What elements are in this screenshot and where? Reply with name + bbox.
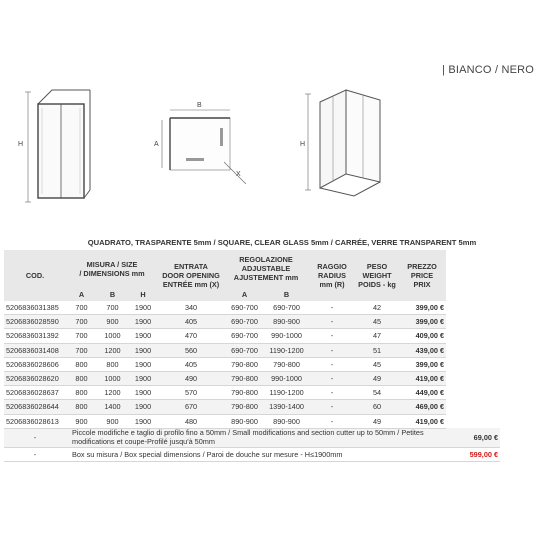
- cell-reg-b: 890-900: [265, 414, 308, 428]
- cell-peso: 47: [356, 329, 398, 343]
- cell-cod: 5206836028620: [4, 371, 66, 385]
- cell-reg-a: 690-700: [224, 315, 265, 329]
- cell-reg-a: 690-700: [224, 343, 265, 357]
- cell-raggio: -: [308, 301, 356, 315]
- header-entrata: ENTRATA DOOR OPENING ENTRÉE mm (X): [158, 250, 224, 301]
- cell-reg-b: 790-800: [265, 357, 308, 371]
- cell-raggio: -: [308, 329, 356, 343]
- cell-a: 800: [66, 371, 97, 385]
- front-height-label: H: [18, 141, 24, 148]
- cell-reg-a: 790-800: [224, 400, 265, 414]
- cell-raggio: -: [308, 400, 356, 414]
- cell-h: 1900: [128, 357, 158, 371]
- cell-entrata: 480: [158, 414, 224, 428]
- cell-price: 419,00 €: [398, 414, 446, 428]
- price-table-section: [4, 236, 500, 462]
- cell-cod: 5206836028644: [4, 400, 66, 414]
- header-regolazione: REGOLAZIONE ADJUSTABLE AJUSTEMENT mm: [224, 250, 308, 287]
- cell-h: 1900: [128, 343, 158, 357]
- cell-cod: 5206836031385: [4, 301, 66, 315]
- price-table: [4, 250, 500, 462]
- cell-price: 399,00 €: [398, 315, 446, 329]
- cell-peso: 60: [356, 400, 398, 414]
- cell-raggio: -: [308, 371, 356, 385]
- cell-price: 399,00 €: [398, 357, 446, 371]
- cell-reg-a: 890-900: [224, 414, 265, 428]
- cell-peso: 42: [356, 301, 398, 315]
- cell-reg-b: 890-900: [265, 315, 308, 329]
- cell-b: 1200: [97, 343, 128, 357]
- cell-raggio: -: [308, 343, 356, 357]
- cell-entrata: 490: [158, 371, 224, 385]
- header-misura: MISURA / SIZE / DIMENSIONS mm: [66, 250, 158, 287]
- cell-h: 1900: [128, 400, 158, 414]
- cell-h: 1900: [128, 386, 158, 400]
- table-row: [4, 301, 500, 315]
- custom-box-price: 599,00 €: [446, 447, 500, 461]
- cell-entrata: 405: [158, 357, 224, 371]
- table-row: [4, 315, 500, 329]
- custom-box-row: [4, 447, 500, 461]
- cell-a: 800: [66, 400, 97, 414]
- modifications-description: Piccole modifiche e taglio di profilo fino a 50mm / Small modifications and section cutter up to 50mm / Petites modifications et coupe-Profilé jusqu'à 50mm: [66, 428, 446, 447]
- table-row: [4, 371, 500, 385]
- cell-b: 1400: [97, 400, 128, 414]
- cell-h: 1900: [128, 301, 158, 315]
- cell-b: 1000: [97, 329, 128, 343]
- front-view-diagram: [14, 72, 94, 208]
- cell-a: 800: [66, 386, 97, 400]
- table-row: [4, 343, 500, 357]
- cell-b: 1200: [97, 386, 128, 400]
- cell-entrata: 570: [158, 386, 224, 400]
- cell-price: 409,00 €: [398, 329, 446, 343]
- cell-peso: 51: [356, 343, 398, 357]
- cell-entrata: 340: [158, 301, 224, 315]
- cell-b: 900: [97, 414, 128, 428]
- cell-cod: -: [4, 447, 66, 461]
- table-row: [4, 386, 500, 400]
- cell-raggio: -: [308, 386, 356, 400]
- cell-reg-b: 1390-1400: [265, 400, 308, 414]
- cell-reg-b: 1190-1200: [265, 386, 308, 400]
- plan-view-diagram: [150, 100, 250, 190]
- plan-diagonal-label: X: [236, 171, 241, 178]
- cell-cod: 5206836028637: [4, 386, 66, 400]
- cell-peso: 49: [356, 371, 398, 385]
- cell-peso: 45: [356, 357, 398, 371]
- cell-b: 900: [97, 315, 128, 329]
- plan-width-label: B: [197, 102, 202, 109]
- table-heading: QUADRATO, TRASPARENTE 5mm / SQUARE, CLEAR GLASS 5mm / CARRÉE, VERRE TRANSPARENT 5mm: [87, 238, 477, 247]
- subheader-reg-b: B: [265, 287, 308, 301]
- cell-h: 1900: [128, 329, 158, 343]
- cell-entrata: 405: [158, 315, 224, 329]
- header-peso: PESO WEIGHT POIDS - kg: [356, 250, 398, 301]
- cell-cod: 5206836031392: [4, 329, 66, 343]
- cell-price: 399,00 €: [398, 301, 446, 315]
- cell-h: 1900: [128, 414, 158, 428]
- plan-depth-label: A: [154, 141, 159, 148]
- table-row: [4, 414, 500, 428]
- cell-cod: 5206836028606: [4, 357, 66, 371]
- cell-peso: 45: [356, 315, 398, 329]
- header-cod: COD.: [4, 250, 66, 301]
- cell-raggio: -: [308, 357, 356, 371]
- subheader-a: A: [66, 287, 97, 301]
- cell-reg-a: 690-700: [224, 329, 265, 343]
- cell-b: 1000: [97, 371, 128, 385]
- iso-view-diagram: [300, 80, 390, 200]
- subheader-b: B: [97, 287, 128, 301]
- cell-price: 469,00 €: [398, 400, 446, 414]
- cell-cod: 5206836028590: [4, 315, 66, 329]
- modifications-price: 69,00 €: [446, 428, 500, 447]
- cell-reg-a: 790-800: [224, 357, 265, 371]
- cell-a: 700: [66, 343, 97, 357]
- cell-b: 800: [97, 357, 128, 371]
- cell-entrata: 470: [158, 329, 224, 343]
- cell-entrata: 670: [158, 400, 224, 414]
- table-row: [4, 357, 500, 371]
- table-row: [4, 329, 500, 343]
- header-row: [4, 250, 500, 287]
- cell-price: 419,00 €: [398, 371, 446, 385]
- cell-reg-b: 990-1000: [265, 329, 308, 343]
- cell-cod: 5206836031408: [4, 343, 66, 357]
- custom-box-description: Box su misura / Box special dimensions / Paroi de douche sur mesure - H≤1900mm: [66, 447, 446, 461]
- header-raggio: RAGGIO RADIUS mm (R): [308, 250, 356, 301]
- subheader-h: H: [128, 287, 158, 301]
- cell-reg-b: 1190-1200: [265, 343, 308, 357]
- subheader-reg-a: A: [224, 287, 265, 301]
- series-label: | BIANCO / NERO: [442, 64, 535, 76]
- cell-price: 449,00 €: [398, 386, 446, 400]
- cell-a: 700: [66, 315, 97, 329]
- cell-price: 439,00 €: [398, 343, 446, 357]
- cell-a: 800: [66, 357, 97, 371]
- cell-peso: 49: [356, 414, 398, 428]
- cell-reg-a: 790-800: [224, 371, 265, 385]
- cell-cod: 5206836028613: [4, 414, 66, 428]
- cell-raggio: -: [308, 315, 356, 329]
- cell-reg-b: 990-1000: [265, 371, 308, 385]
- cell-a: 700: [66, 329, 97, 343]
- cell-a: 900: [66, 414, 97, 428]
- cell-peso: 54: [356, 386, 398, 400]
- cell-a: 700: [66, 301, 97, 315]
- cell-entrata: 560: [158, 343, 224, 357]
- cell-reg-a: 690-700: [224, 301, 265, 315]
- cell-h: 1900: [128, 371, 158, 385]
- table-row: [4, 400, 500, 414]
- cell-reg-a: 790-800: [224, 386, 265, 400]
- iso-height-label: H: [300, 141, 306, 148]
- cell-cod: -: [4, 428, 66, 447]
- cell-raggio: -: [308, 414, 356, 428]
- cell-reg-b: 690-700: [265, 301, 308, 315]
- modifications-row: [4, 428, 500, 447]
- cell-b: 700: [97, 301, 128, 315]
- header-prezzo: PREZZO PRICE PRIX: [398, 250, 446, 301]
- cell-h: 1900: [128, 315, 158, 329]
